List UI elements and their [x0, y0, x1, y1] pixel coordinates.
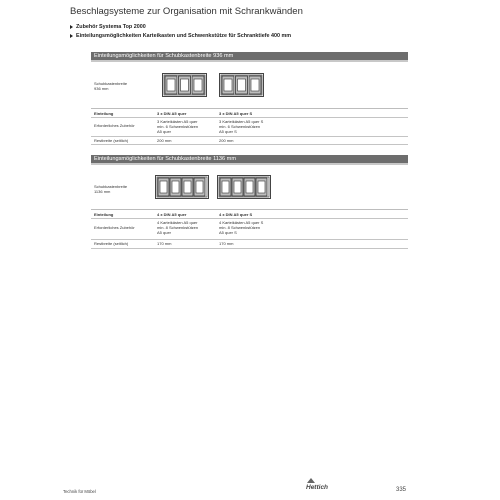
row-label: Restbreite (seitlich) [94, 138, 129, 143]
table-row [91, 137, 408, 145]
table-row [91, 118, 408, 137]
cell: 170 mm [219, 241, 234, 246]
section-1136 [91, 155, 408, 249]
cell: 3 Karteikästen A5 quer min. 6 Schwenkstützen A5 quer [157, 119, 199, 134]
cell: 200 mm [219, 138, 234, 143]
cell: 170 mm [157, 241, 172, 246]
brand-logo: Hettich [306, 484, 329, 491]
drawer-layout-illustration [219, 73, 264, 97]
cell: 3 Karteikästen A5 quer S min. 6 Schwenkstützen A5 quer S [219, 119, 264, 134]
section-936 [91, 52, 408, 145]
cell: 4 x DIN A5 quer [157, 212, 187, 217]
triangle-bullet-icon [70, 25, 73, 29]
bullet-text: Einteilungsmöglichkeiten Karteikasten und Schwenkstütze für Schranktiefe 400 mm [76, 33, 292, 39]
cell: 4 x DIN A5 quer S [219, 212, 253, 217]
page-number: 335 [396, 487, 407, 493]
width-label: Schubkastenbreite 1136 mm [94, 184, 128, 194]
table-row [91, 210, 408, 219]
footer-slogan: Technik für Möbel [63, 489, 96, 494]
page-title: Beschlagsysteme zur Organisation mit Schrankwänden [70, 6, 303, 17]
table-row [91, 219, 408, 240]
cell: 3 x DIN A5 quer S [219, 111, 253, 116]
bullet-item [70, 24, 146, 30]
drawer-layout-illustration [155, 175, 209, 199]
row-label: Einteilung [94, 212, 114, 217]
cell: 3 x DIN A5 quer [157, 111, 187, 116]
triangle-bullet-icon [70, 34, 73, 38]
drawer-layout-illustration [162, 73, 207, 97]
bullet-item [70, 33, 291, 39]
cell: 4 Karteikästen A5 quer S min. 8 Schwenkstützen A5 quer S [219, 220, 264, 235]
bullet-text: Zubehör Systema Top 2000 [76, 24, 146, 30]
table-row [91, 240, 408, 249]
row-label: Erforderliches Zubehör [94, 123, 135, 128]
cell: 4 Karteikästen A5 quer min. 8 Schwenkstützen A5 quer [157, 220, 199, 235]
row-label: Einteilung [94, 111, 114, 116]
section-header: Einteilungsmöglichkeiten für Schubkastenbreite 936 mm [91, 52, 408, 60]
drawer-illustration-row [91, 62, 408, 109]
hettich-logo-icon [307, 478, 315, 483]
drawer-layout-illustration [217, 175, 271, 199]
row-label: Restbreite (seitlich) [94, 241, 129, 246]
section-header: Einteilungsmöglichkeiten für Schubkastenbreite 1136 mm [91, 155, 408, 163]
cell: 200 mm [157, 138, 172, 143]
table-row [91, 109, 408, 118]
drawer-illustration-row [91, 165, 408, 210]
row-label: Erforderliches Zubehör [94, 225, 135, 230]
width-label: Schubkastenbreite 936 mm [94, 81, 128, 91]
